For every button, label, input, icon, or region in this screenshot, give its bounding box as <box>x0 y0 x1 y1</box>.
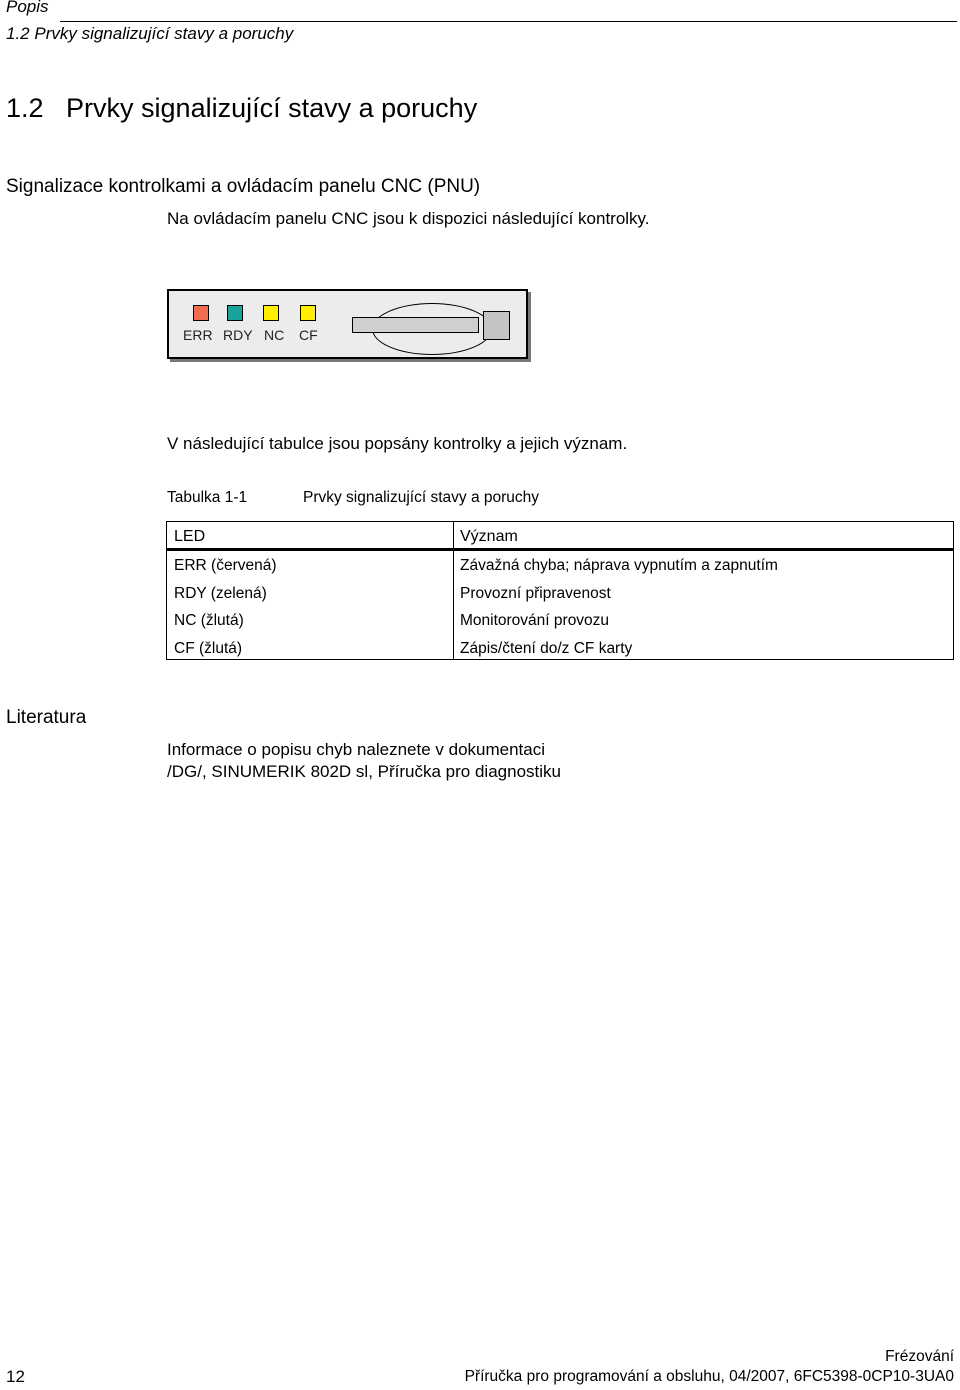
literature-heading: Literatura <box>6 707 87 728</box>
table-intro-paragraph: V následující tabulce jsou popsány kontrolky a jejich význam. <box>167 434 628 453</box>
led-rdy-icon <box>227 305 243 321</box>
page-number: 12 <box>6 1367 25 1386</box>
table-cell-led: RDY (zelená) <box>174 585 267 602</box>
table-cell-meaning: Zápis/čtení do/z CF karty <box>460 640 633 657</box>
led-label-err: ERR <box>183 327 213 343</box>
led-label-rdy: RDY <box>223 327 253 343</box>
intro-paragraph: Na ovládacím panelu CNC jsou k dispozici následující kontrolky. <box>167 209 650 228</box>
running-header-subsection: 1.2 Prvky signalizující stavy a poruchy <box>6 24 294 43</box>
literature-line-2: /DG/, SINUMERIK 802D sl, Příručka pro diagnostiku <box>167 762 561 781</box>
header-rule <box>60 21 957 22</box>
table-header-rule <box>167 548 953 551</box>
table-cell-meaning: Závažná chyba; náprava vypnutím a zapnutím <box>460 557 778 574</box>
table-column-divider <box>453 522 454 659</box>
table-cell-led: ERR (červená) <box>174 557 277 574</box>
footer-manual: Příručka pro programování a obsluhu, 04/2007, 6FC5398-0CP10-3UA0 <box>464 1368 954 1385</box>
led-table <box>166 521 954 660</box>
literature-line-1: Informace o popisu chyb naleznete v dokumentaci <box>167 740 546 759</box>
led-cf-icon <box>300 305 316 321</box>
led-label-nc: NC <box>264 327 285 343</box>
eject-button-icon <box>483 311 510 340</box>
page-title: 1.2 Prvky signalizující stavy a poruchy <box>6 93 478 123</box>
led-nc-icon <box>263 305 279 321</box>
table-cell-led: CF (žlutá) <box>174 640 243 657</box>
table-cell-meaning: Provozní připravenost <box>460 585 611 602</box>
card-slot-icon <box>352 317 479 333</box>
table-header-meaning: Význam <box>460 528 518 545</box>
running-header-section: Popis <box>6 0 49 16</box>
table-cell-meaning: Monitorování provozu <box>460 612 610 629</box>
table-number: Tabulka 1-1 <box>167 489 248 506</box>
led-label-cf: CF <box>299 327 318 343</box>
led-err-icon <box>193 305 209 321</box>
table-header-led: LED <box>174 528 206 545</box>
cnc-panel-illustration <box>167 289 528 359</box>
table-caption: Prvky signalizující stavy a poruchy <box>303 489 540 506</box>
footer-product: Frézování <box>885 1348 954 1365</box>
table-cell-led: NC (žlutá) <box>174 612 244 629</box>
section-heading: Signalizace kontrolkami a ovládacím panelu CNC (PNU) <box>6 176 481 197</box>
